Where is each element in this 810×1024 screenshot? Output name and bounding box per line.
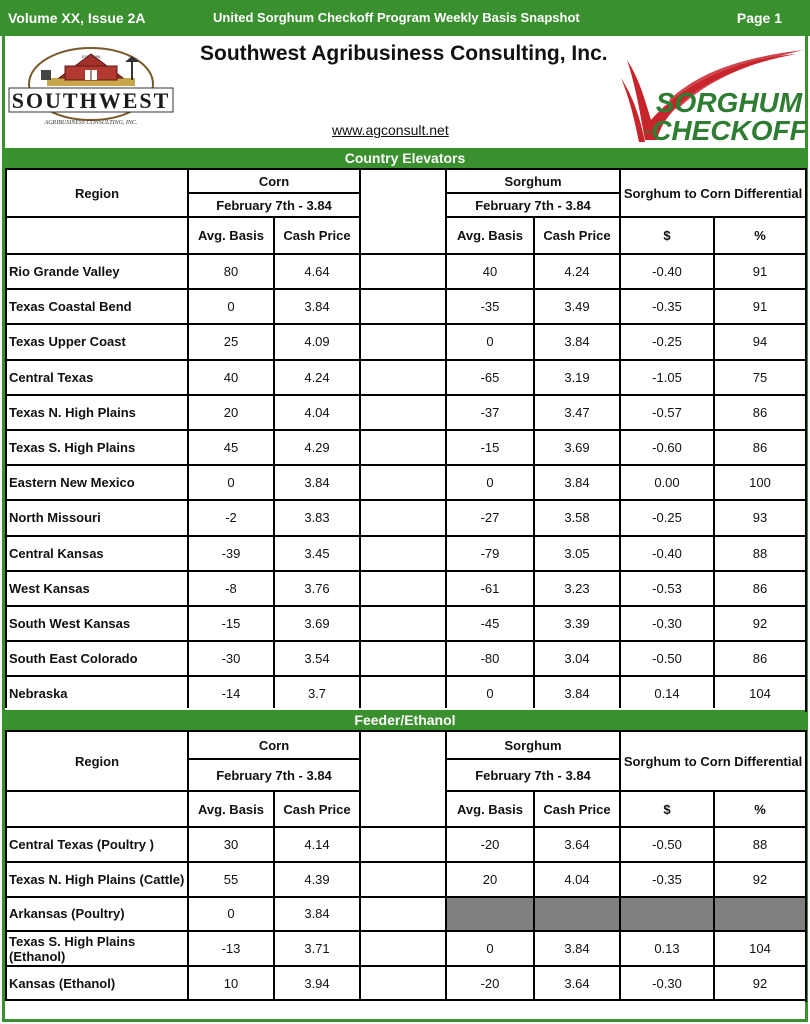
sorghum-avg-basis: 20 (446, 862, 534, 897)
footer-strip (5, 999, 805, 1019)
region-cell: North Missouri (6, 500, 188, 535)
spacer-cell (360, 324, 446, 359)
southwest-logo (7, 44, 175, 140)
region-cell: Texas S. High Plains (6, 430, 188, 465)
region-header: Region (6, 731, 188, 791)
region-cell: Texas N. High Plains (6, 395, 188, 430)
region-cell: Texas S. High Plains (Ethanol) (6, 931, 188, 966)
diff-dollar: 0.13 (620, 931, 714, 966)
region-cell: Texas Coastal Bend (6, 289, 188, 324)
table-row (6, 324, 806, 359)
differential-header: Sorghum to Corn Differential (620, 169, 806, 217)
corn-cash-price-header: Cash Price (274, 217, 360, 254)
corn-cash-price: 3.7 (274, 676, 360, 711)
top-banner (0, 0, 810, 36)
diff-percent: 91 (714, 289, 806, 324)
spacer-cell (360, 571, 446, 606)
sorghum-avg-basis: -20 (446, 827, 534, 862)
sorghum-avg-basis: -20 (446, 966, 534, 1001)
sorghum-cash-price: 3.84 (534, 465, 620, 500)
table-row (6, 606, 806, 641)
diff-percent: 86 (714, 571, 806, 606)
diff-dollar: -0.30 (620, 606, 714, 641)
region-cell: Texas Upper Coast (6, 324, 188, 359)
page-number: Page 1 (736, 10, 782, 26)
diff-percent: 86 (714, 430, 806, 465)
corn-cash-price-header: Cash Price (274, 791, 360, 827)
diff-percent: 104 (714, 931, 806, 966)
section-title-feeder-ethanol: Feeder/Ethanol (5, 708, 805, 730)
region-cell: Rio Grande Valley (6, 254, 188, 289)
region-header-blank (6, 791, 188, 827)
sorghum-cash-price: 3.04 (534, 641, 620, 676)
volume-issue: Volume XX, Issue 2A (8, 10, 146, 26)
region-cell: South East Colorado (6, 641, 188, 676)
spacer-cell (360, 289, 446, 324)
table-row (6, 536, 806, 571)
table-row (6, 931, 806, 966)
section-title-country-elevators: Country Elevators (5, 146, 805, 168)
sorghum-cash-price: 3.49 (534, 289, 620, 324)
table-row (6, 641, 806, 676)
diff-dollar: -0.40 (620, 536, 714, 571)
diff-percent: 92 (714, 606, 806, 641)
table-row (6, 430, 806, 465)
sorghum-avg-basis-header: Avg. Basis (446, 217, 534, 254)
sorghum-header: Sorghum (446, 731, 620, 759)
sorghum-avg-basis: -61 (446, 571, 534, 606)
diff-percent-header: % (714, 217, 806, 254)
table-row (6, 966, 806, 1001)
corn-cash-price: 3.84 (274, 289, 360, 324)
region-cell: Central Texas (6, 360, 188, 395)
corn-header: Corn (188, 169, 360, 193)
sorghum-cash-price: 3.84 (534, 931, 620, 966)
table-row (6, 571, 806, 606)
sorghum-date-header: February 7th - 3.84 (446, 759, 620, 791)
website-link[interactable]: www.agconsult.net (332, 122, 449, 138)
diff-percent: 75 (714, 360, 806, 395)
sorghum-avg-basis: -79 (446, 536, 534, 571)
corn-avg-basis: 30 (188, 827, 274, 862)
sorghum-avg-basis: 40 (446, 254, 534, 289)
table-row (6, 676, 806, 711)
sorghum-cash-price: 3.58 (534, 500, 620, 535)
table-row (6, 395, 806, 430)
corn-cash-price: 4.64 (274, 254, 360, 289)
sorghum-cash-price: 3.05 (534, 536, 620, 571)
company-name: Southwest Agribusiness Consulting, Inc. (200, 42, 608, 65)
region-cell: South West Kansas (6, 606, 188, 641)
region-cell: Texas N. High Plains (Cattle) (6, 862, 188, 897)
svg-text:SORGHUM: SORGHUM (655, 87, 803, 118)
corn-cash-price: 4.14 (274, 827, 360, 862)
corn-cash-price: 3.54 (274, 641, 360, 676)
svg-text:AGRIBUSINESS CONSULTING, INC.: AGRIBUSINESS CONSULTING, INC. (44, 120, 138, 126)
corn-cash-price: 3.84 (274, 897, 360, 932)
diff-dollar: -0.50 (620, 827, 714, 862)
country-elevators-table (5, 168, 807, 712)
region-cell: West Kansas (6, 571, 188, 606)
diff-percent: 100 (714, 465, 806, 500)
page-header (5, 36, 805, 144)
corn-avg-basis: -13 (188, 931, 274, 966)
diff-percent: 88 (714, 536, 806, 571)
diff-percent-header: % (714, 791, 806, 827)
table-row (6, 500, 806, 535)
corn-avg-basis: -14 (188, 676, 274, 711)
spacer-cell (360, 966, 446, 1001)
sorghum-cash-price: 4.24 (534, 254, 620, 289)
diff-dollar: -0.57 (620, 395, 714, 430)
diff-percent: 94 (714, 324, 806, 359)
spacer-cell (360, 827, 446, 862)
diff-percent (714, 897, 806, 932)
sorghum-cash-price-header: Cash Price (534, 217, 620, 254)
sorghum-avg-basis: -45 (446, 606, 534, 641)
sorghum-avg-basis: -80 (446, 641, 534, 676)
diff-dollar-header: $ (620, 217, 714, 254)
corn-avg-basis: 25 (188, 324, 274, 359)
corn-avg-basis: 0 (188, 289, 274, 324)
corn-cash-price: 3.94 (274, 966, 360, 1001)
diff-dollar: 0.14 (620, 676, 714, 711)
corn-avg-basis: 0 (188, 465, 274, 500)
diff-dollar-header: $ (620, 791, 714, 827)
region-cell: Central Texas (Poultry ) (6, 827, 188, 862)
table-row (6, 289, 806, 324)
spacer-cell (360, 465, 446, 500)
diff-dollar (620, 897, 714, 932)
spacer-cell (360, 931, 446, 966)
spacer-cell (360, 606, 446, 641)
table-row (6, 897, 806, 932)
diff-percent: 88 (714, 827, 806, 862)
differential-header: Sorghum to Corn Differential (620, 731, 806, 791)
sorghum-cash-price: 3.47 (534, 395, 620, 430)
diff-dollar: -0.50 (620, 641, 714, 676)
corn-avg-basis: -8 (188, 571, 274, 606)
sorghum-avg-basis (446, 897, 534, 932)
corn-cash-price: 3.84 (274, 465, 360, 500)
region-cell: Nebraska (6, 676, 188, 711)
region-cell: Central Kansas (6, 536, 188, 571)
diff-dollar: -0.35 (620, 289, 714, 324)
spacer-cell (360, 897, 446, 932)
sorghum-date-header: February 7th - 3.84 (446, 193, 620, 217)
sorghum-avg-basis: 0 (446, 324, 534, 359)
corn-cash-price: 3.69 (274, 606, 360, 641)
diff-percent: 86 (714, 641, 806, 676)
diff-dollar: 0.00 (620, 465, 714, 500)
table-row (6, 254, 806, 289)
spacer-cell (360, 641, 446, 676)
spacer-cell (360, 536, 446, 571)
sorghum-cash-price: 4.04 (534, 862, 620, 897)
corn-avg-basis: 20 (188, 395, 274, 430)
corn-avg-basis: -39 (188, 536, 274, 571)
diff-dollar: -1.05 (620, 360, 714, 395)
spacer-cell (360, 254, 446, 289)
svg-text:EST. 1998: EST. 1998 (81, 54, 101, 59)
corn-avg-basis: 40 (188, 360, 274, 395)
spacer-cell (360, 430, 446, 465)
sorghum-cash-price: 3.69 (534, 430, 620, 465)
spacer-cell (360, 862, 446, 897)
diff-percent: 93 (714, 500, 806, 535)
corn-cash-price: 4.39 (274, 862, 360, 897)
table-row (6, 862, 806, 897)
region-cell: Arkansas (Poultry) (6, 897, 188, 932)
diff-percent: 92 (714, 862, 806, 897)
feeder-ethanol-table (5, 730, 807, 1002)
spacer-cell (360, 395, 446, 430)
diff-dollar: -0.35 (620, 862, 714, 897)
diff-percent: 92 (714, 966, 806, 1001)
table-row (6, 827, 806, 862)
diff-dollar: -0.30 (620, 966, 714, 1001)
corn-avg-basis-header: Avg. Basis (188, 217, 274, 254)
corn-avg-basis: 0 (188, 897, 274, 932)
spacer-cell (360, 676, 446, 711)
corn-avg-basis-header: Avg. Basis (188, 791, 274, 827)
sorghum-header: Sorghum (446, 169, 620, 193)
sorghum-avg-basis: -15 (446, 430, 534, 465)
sorghum-avg-basis: -65 (446, 360, 534, 395)
diff-percent: 91 (714, 254, 806, 289)
spacer-cell (360, 500, 446, 535)
svg-text:SM: SM (643, 130, 651, 136)
corn-date-header: February 7th - 3.84 (188, 193, 360, 217)
region-cell: Kansas (Ethanol) (6, 966, 188, 1001)
diff-percent: 104 (714, 676, 806, 711)
spacer-column (360, 731, 446, 827)
diff-dollar: -0.40 (620, 254, 714, 289)
corn-avg-basis: 45 (188, 430, 274, 465)
sorghum-avg-basis: -27 (446, 500, 534, 535)
corn-cash-price: 4.04 (274, 395, 360, 430)
sorghum-cash-price: 3.84 (534, 676, 620, 711)
sorghum-cash-price (534, 897, 620, 932)
diff-dollar: -0.53 (620, 571, 714, 606)
corn-avg-basis: 10 (188, 966, 274, 1001)
corn-header: Corn (188, 731, 360, 759)
corn-avg-basis: -15 (188, 606, 274, 641)
sorghum-avg-basis: 0 (446, 931, 534, 966)
spacer-cell (360, 360, 446, 395)
corn-avg-basis: 80 (188, 254, 274, 289)
sorghum-cash-price-header: Cash Price (534, 791, 620, 827)
diff-dollar: -0.25 (620, 500, 714, 535)
corn-cash-price: 4.29 (274, 430, 360, 465)
table-row (6, 360, 806, 395)
corn-avg-basis: 55 (188, 862, 274, 897)
region-cell: Eastern New Mexico (6, 465, 188, 500)
sorghum-cash-price: 3.84 (534, 324, 620, 359)
svg-text:SOUTHWEST: SOUTHWEST (11, 88, 171, 113)
banner-title: United Sorghum Checkoff Program Weekly Basis Snapshot (213, 10, 580, 25)
svg-text:CHECKOFF: CHECKOFF (651, 115, 807, 144)
sorghum-avg-basis: -35 (446, 289, 534, 324)
sorghum-cash-price: 3.64 (534, 966, 620, 1001)
corn-date-header: February 7th - 3.84 (188, 759, 360, 791)
corn-cash-price: 4.24 (274, 360, 360, 395)
corn-cash-price: 3.76 (274, 571, 360, 606)
sorghum-cash-price: 3.19 (534, 360, 620, 395)
sorghum-avg-basis: 0 (446, 676, 534, 711)
sorghum-checkoff-logo (617, 50, 807, 144)
corn-cash-price: 3.83 (274, 500, 360, 535)
corn-cash-price: 4.09 (274, 324, 360, 359)
corn-avg-basis: -2 (188, 500, 274, 535)
region-header: Region (6, 169, 188, 217)
corn-cash-price: 3.45 (274, 536, 360, 571)
sorghum-cash-price: 3.64 (534, 827, 620, 862)
corn-avg-basis: -30 (188, 641, 274, 676)
sorghum-avg-basis: -37 (446, 395, 534, 430)
region-header-blank (6, 217, 188, 254)
sorghum-cash-price: 3.39 (534, 606, 620, 641)
diff-dollar: -0.60 (620, 430, 714, 465)
sorghum-avg-basis-header: Avg. Basis (446, 791, 534, 827)
sorghum-cash-price: 3.23 (534, 571, 620, 606)
diff-percent: 86 (714, 395, 806, 430)
spacer-column (360, 169, 446, 254)
corn-cash-price: 3.71 (274, 931, 360, 966)
sorghum-avg-basis: 0 (446, 465, 534, 500)
diff-dollar: -0.25 (620, 324, 714, 359)
table-row (6, 465, 806, 500)
